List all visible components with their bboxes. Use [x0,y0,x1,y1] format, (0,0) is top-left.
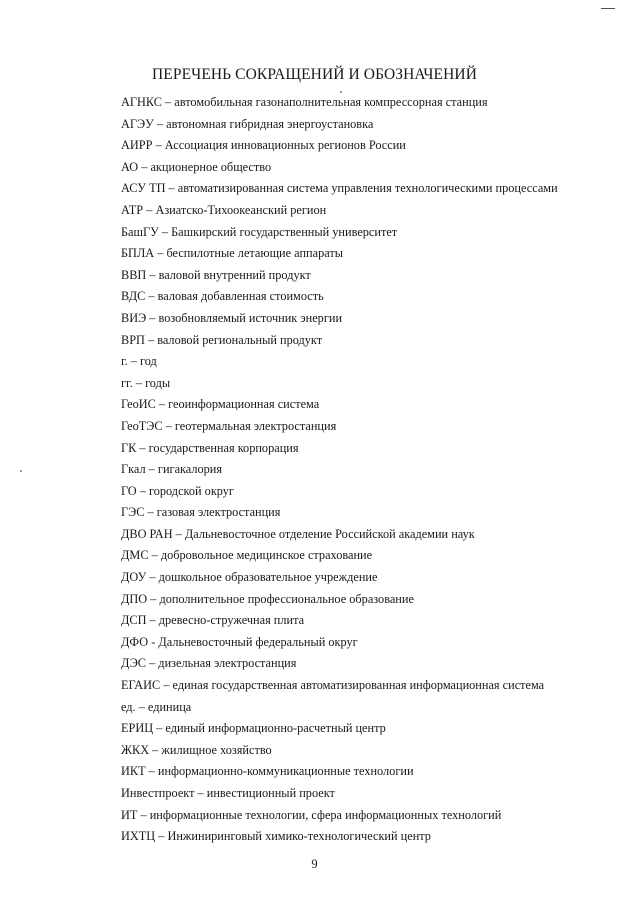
page-number: 9 [311,857,318,871]
abbreviation-entry: ИТ – информационные технологии, сфера информационных технологий [121,807,502,822]
abbreviation-entry: ГО – городской округ [121,483,234,498]
abbreviation-entry: ГеоТЭС – геотермальная электростанция [121,418,337,433]
abbreviation-entry: ЕРИЦ – единый информационно-расчетный центр [121,721,386,736]
abbreviation-entry: ДМС – добровольное медицинское страхование [121,548,373,563]
abbreviation-entry: ед. – единица [121,699,192,714]
abbreviation-entry: ВДС – валовая добавленная стоимость [121,289,324,304]
abbreviation-entry: ВВП – валовой внутренний продукт [121,267,311,282]
abbreviation-entry: ГеоИС – геоинформационная система [121,397,320,412]
abbreviation-entry: ДФО - Дальневосточный федеральный округ [121,634,358,649]
abbreviation-entry: АИРР – Ассоциация инновационных регионов России [121,138,406,153]
scan-mark [601,8,615,9]
abbreviation-entry: ГК – государственная корпорация [121,440,299,455]
abbreviation-entry: ДВО РАН – Дальневосточное отделение Российской академии наук [121,526,475,541]
abbreviation-entry: ДЭС – дизельная электростанция [121,656,297,671]
abbreviation-entry: АО – акционерное общество [121,159,272,174]
abbreviation-entry: АТР – Азиатско-Тихоокеанский регион [121,202,327,217]
abbreviation-entry: ДСП – древесно-стружечная плита [121,613,305,628]
abbreviation-entry: г. – год [121,354,157,369]
abbreviation-entry: АСУ ТП – автоматизированная система управления технологическими процессами [121,181,558,196]
scan-speck [20,470,22,472]
abbreviation-entry: ДПО – дополнительное профессиональное образование [121,591,414,606]
abbreviation-entry: АГЭУ – автономная гибридная энергоустановка [121,116,374,131]
abbreviation-entry: ДОУ – дошкольное образовательное учреждение [121,570,378,585]
abbreviation-entry: Гкал – гигакалория [121,462,223,477]
abbreviation-entry: БашГУ – Башкирский государственный университет [121,224,398,239]
abbreviation-entry: АГНКС – автомобильная газонаполнительная компрессорная станция [121,95,488,109]
abbreviation-entry: ИКТ – информационно-коммуникационные технологии [121,764,414,779]
abbreviation-entry: ВРП – валовой региональный продукт [121,332,323,347]
abbreviation-entry: Инвестпроект – инвестиционный проект [121,786,335,800]
abbreviation-entry: гг. – годы [121,375,171,390]
abbreviation-entry: ЕГАИС – единая государственная автоматизированная информационная система [121,678,545,693]
page-title: ПЕРЕЧЕНЬ СОКРАЩЕНИЙ И ОБОЗНАЧЕНИЙ [152,66,477,83]
abbreviation-list [121,92,621,848]
abbreviation-entry: ЖКХ – жилищное хозяйство [121,742,272,757]
abbreviation-entry: БПЛА – беспилотные летающие аппараты [121,246,343,261]
abbreviation-entry: ВИЭ – возобновляемый источник энергии [121,310,343,325]
abbreviation-entry: ГЭС – газовая электростанция [121,505,281,520]
abbreviation-entry: ИХТЦ – Инжиниринговый химико-технологический центр [121,829,431,844]
